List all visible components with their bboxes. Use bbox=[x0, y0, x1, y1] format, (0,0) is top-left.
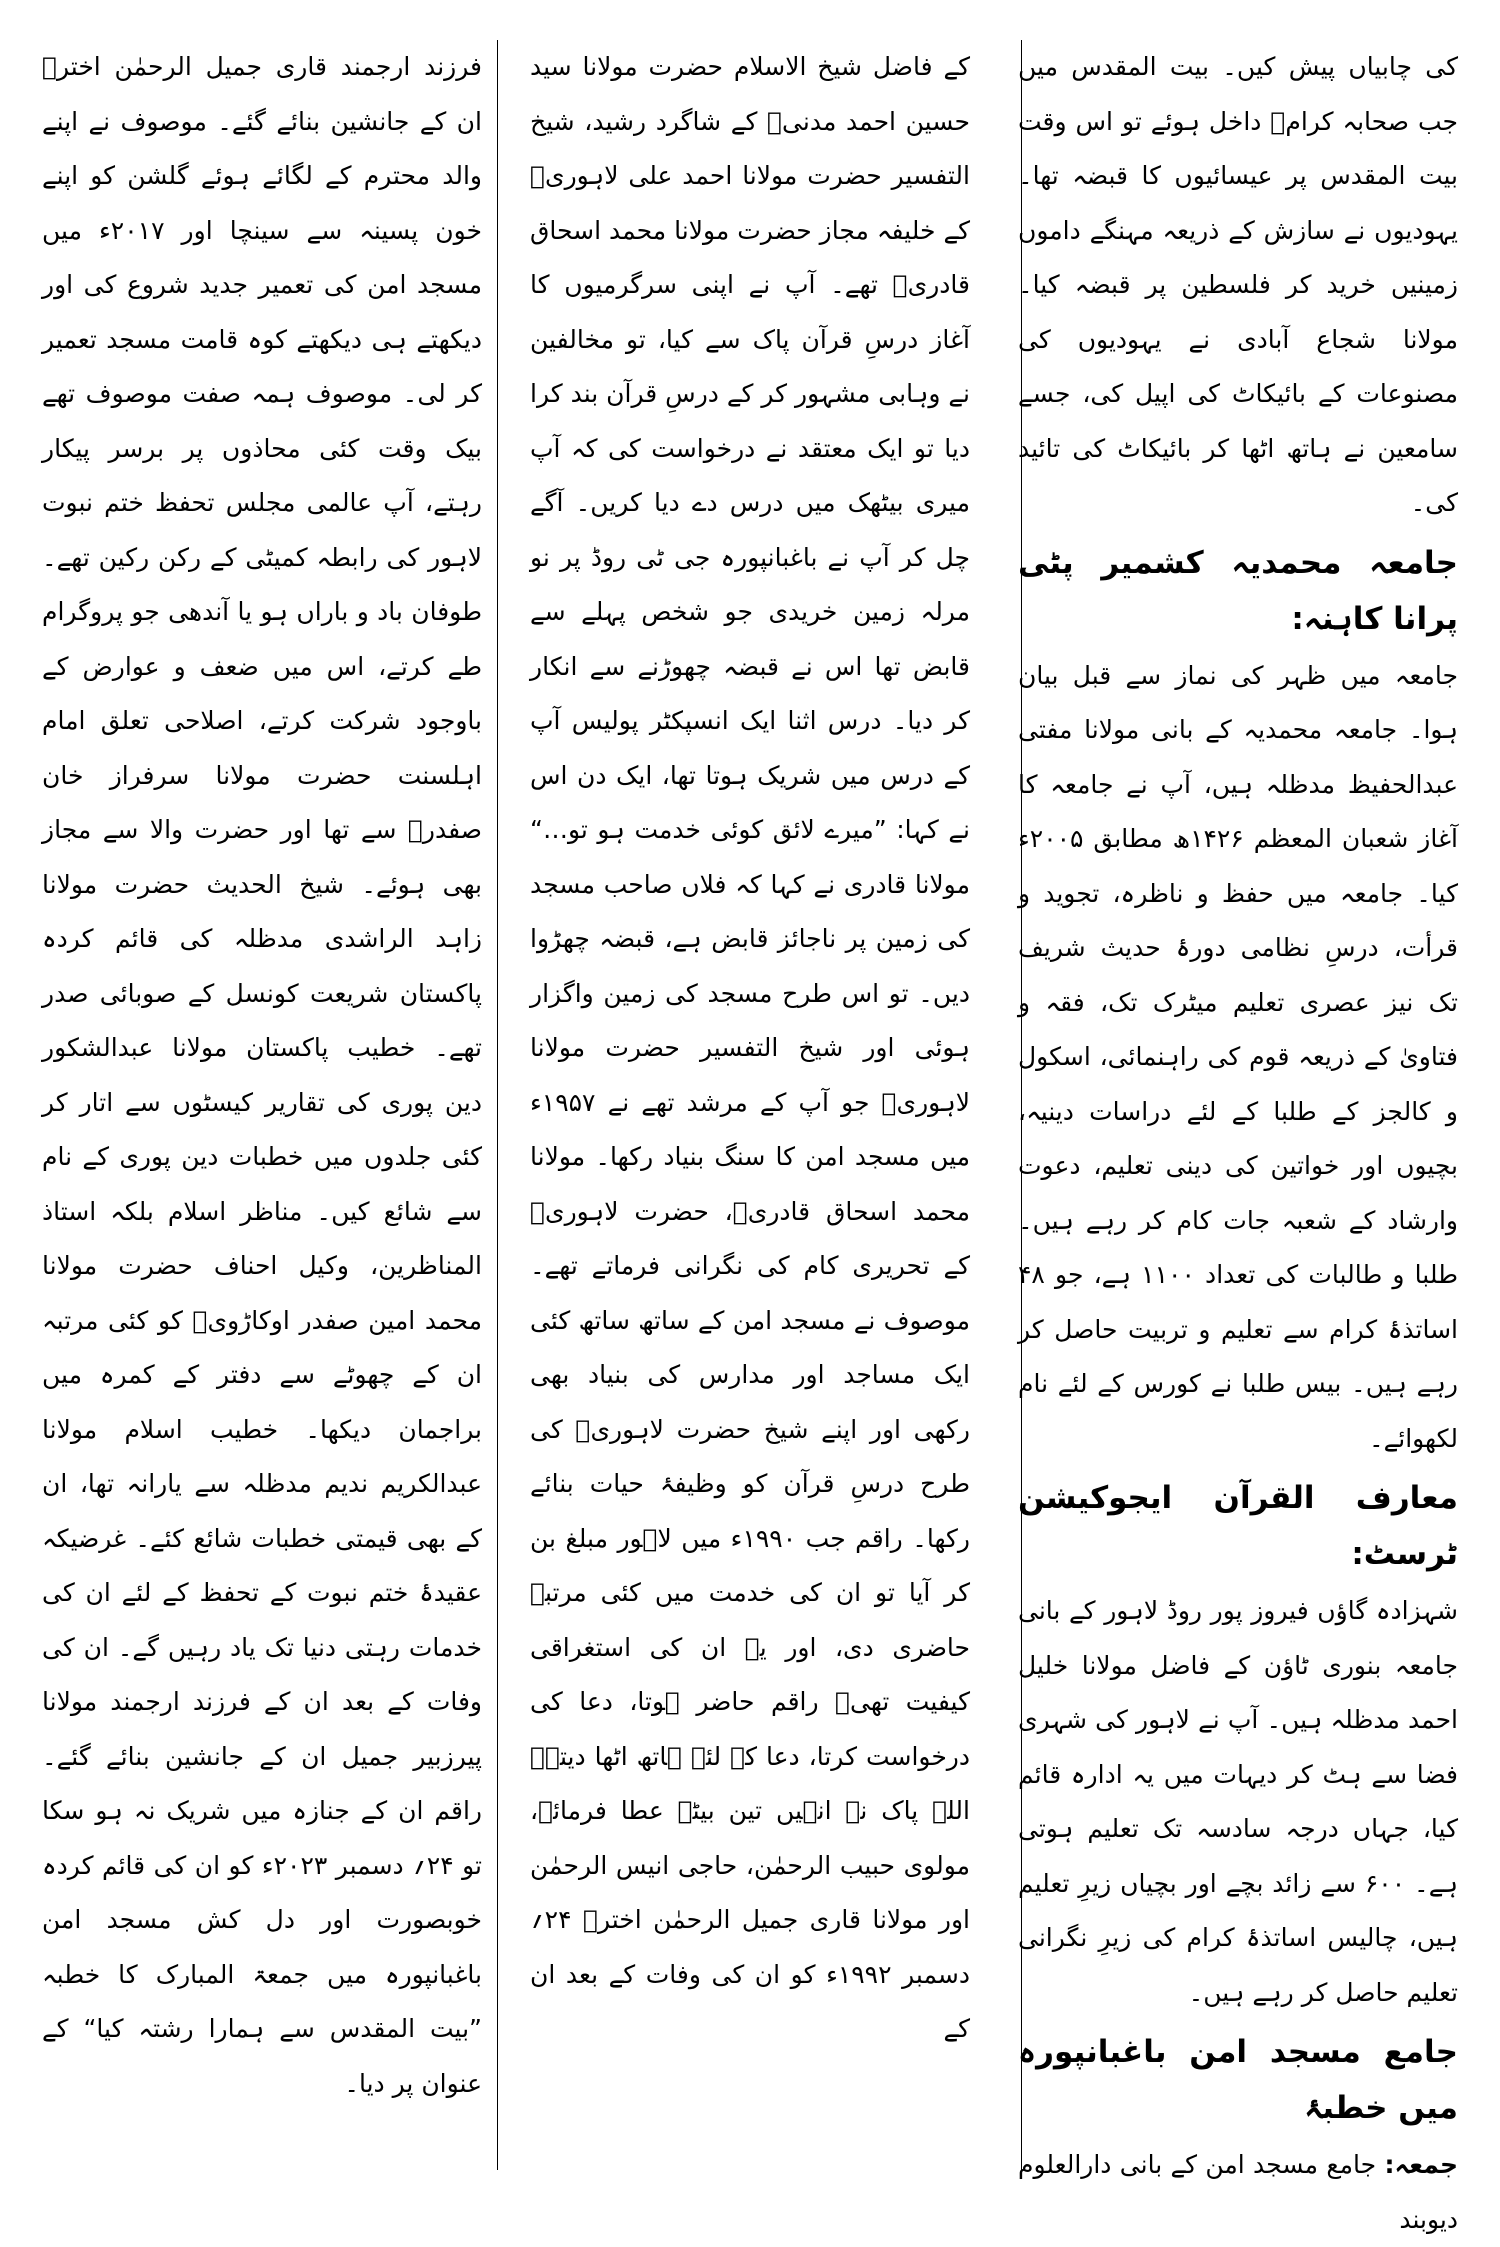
column-right bbox=[1018, 40, 1458, 2234]
paragraph bbox=[1018, 2138, 1458, 2247]
paragraph: فرزند ارجمند قاری جمیل الرحمٰن اخترؒ ان کے جانشین بنائے گئے۔ موصوف نے اپنے والد محترم کے لگائے ہوئے گلشن کو اپنے خون پسینہ سے سینچا اور ۲۰۱۷ء میں مسجد امن کی تعمیر جدید شروع کی اور دیکھتے ہی دیکھتے کوہ قامت مسجد تعمیر کر لی۔ موصوف ہمہ صفت موصوف تھے بیک وقت کئی محاذوں پر برسر پیکار رہتے، آپ عالمی مجلس تحفظ ختم نبوت لاہور کی رابطہ کمیٹی کے رکن رکین تھے۔ طوفان باد و باراں ہو یا آندھی جو پروگرام طے کرتے، اس میں ضعف و عوارض کے باوجود شرکت کرتے، اصلاحی تعلق امام اہلسنت حضرت مولانا سرفراز خان صفدرؒ سے تھا اور حضرت والا سے مجاز بھی ہوئے۔ شیخ الحدیث حضرت مولانا زاہد الراشدی مدظلہ کی قائم کردہ پاکستان شریعت کونسل کے صوبائی صدر تھے۔ خطیب پاکستان مولانا عبدالشکور دین پوری کی تقاریر کیسٹوں سے اتار کر کئی جلدوں میں خطبات دین پوری کے نام سے شائع کیں۔ مناظر اسلام بلکہ استاذ المناظرین، وکیل احناف حضرت مولانا محمد امین صفدر اوکاڑویؒ کو کئی مرتبہ ان کے چھوٹے سے دفتر کے کمرہ میں براجمان دیکھا۔ خطیب اسلام مولانا عبدالکریم ندیم مدظلہ سے یارانہ تھا، ان کے بھی قیمتی خطبات شائع کئے۔ غرضیکہ عقیدۂ ختم نبوت کے تحفظ کے لئے ان کی خدمات رہتی دنیا تک یاد رہیں گے۔ ان کی وفات کے بعد ان کے فرزند ارجمند مولانا پیرزبیر جمیل ان کے جانشین بنائے گئے۔ راقم ان کے جنازہ میں شریک نہ ہو سکا تو ۲۴؍ دسمبر ۲۰۲۳ء کو ان کی قائم کردہ خوبصورت اور دل کش مسجد امن باغبانپورہ میں جمعۃ المبارک کا خطبہ ”بیت المقدس سے ہمارا رشتہ کیا“ کے عنوان پر دیا۔ bbox=[42, 52, 482, 2098]
column-left bbox=[42, 40, 482, 2170]
paragraph-text: جامع مسجد امن کے بانی دارالعلوم دیوبند bbox=[1018, 2150, 1458, 2234]
heading-continuation: جمعہ: bbox=[1384, 2150, 1458, 2179]
paragraph: کی چابیاں پیش کیں۔ بیت المقدس میں جب صحابہ کرامؓ داخل ہوئے تو اس وقت بیت المقدس پر عیسائیوں کا قبضہ تھا۔ یہودیوں نے سازش کے ذریعہ مہنگے داموں زمینیں خرید کر فلسطین پر قبضہ کیا۔ مولانا شجاع آبادی نے یہودیوں کی مصنوعات کے بائیکاٹ کی اپیل کی، جسے سامعین نے ہاتھ اٹھا کر بائیکاٹ کی تائید کی۔ bbox=[1018, 52, 1458, 517]
paragraph: شہزادہ گاؤں فیروز پور روڈ لاہور کے بانی جامعہ بنوری ٹاؤن کے فاضل مولانا خلیل احمد مدظلہ ہیں۔ آپ نے لاہور کی شہری فضا سے ہٹ کر دیہات میں یہ ادارہ قائم کیا، جہاں درجہ سادسہ تک تعلیم ہوتی ہے۔ ۶۰۰ سے زائد بچے اور بچیاں زیرِ تعلیم ہیں، چالیس اساتذۂ کرام کی زیرِ نگرانی تعلیم حاصل کر رہے ہیں۔ bbox=[1018, 1596, 1458, 2007]
section-heading: جامع مسجد امن باغبانپورہ میں خطبۂ bbox=[1018, 2034, 1458, 2126]
section-heading: معارف القرآن ایجوکیشن ٹرسٹ: bbox=[1018, 1480, 1458, 1572]
section-heading: جامعہ محمدیہ کشمیر پٹی پرانا کاہنہ: bbox=[1018, 544, 1458, 637]
column-divider bbox=[1021, 40, 1022, 2170]
column-divider bbox=[497, 40, 498, 2170]
paragraph: کے فاضل شیخ الاسلام حضرت مولانا سید حسین احمد مدنیؒ کے شاگرد رشید، شیخ التفسیر حضرت مولانا احمد علی لاہوریؒ کے خلیفہ مجاز حضرت مولانا محمد اسحاق قادریؒ تھے۔ آپ نے اپنی سرگرمیوں کا آغاز درسِ قرآن پاک سے کیا، تو مخالفین نے وہابی مشہور کر کے درسِ قرآن بند کرا دیا تو ایک معتقد نے درخواست کی کہ آپ میری بیٹھک میں درس دے دیا کریں۔ آگے چل کر آپ نے باغبانپورہ جی ٹی روڈ پر نو مرلہ زمین خریدی جو شخص پہلے سے قابض تھا اس نے قبضہ چھوڑنے سے انکار کر دیا۔ درس اثنا ایک انسپکٹر پولیس آپ کے درس میں شریک ہوتا تھا، ایک دن اس نے کہا: ”میرے لائق کوئی خدمت ہو تو…“ مولانا قادری نے کہا کہ فلاں صاحب مسجد کی زمین پر ناجائز قابض ہے، قبضہ چھڑوا دیں۔ تو اس طرح مسجد کی زمین واگزار ہوئی اور شیخ التفسیر حضرت مولانا لاہوریؒ جو آپ کے مرشد تھے نے ۱۹۵۷ء میں مسجد امن کا سنگ بنیاد رکھا۔ مولانا محمد اسحاق قادریؒ، حضرت لاہوریؒ کے تحریری کام کی نگرانی فرماتے تھے۔ موصوف نے مسجد امن کے ساتھ ساتھ کئی ایک مساجد اور مدارس کی بنیاد بھی رکھی اور اپنے شیخ حضرت لاہوریؒ کی طرح درسِ قرآن کو وظیفۂ حیات بنائے رکھا۔ راقم جب ۱۹۹۰ء میں لاہور مبلغ بن کر آیا تو ان کی خدمت میں کئی مرتبہ حاضری دی، اور یہ ان کی استغراقی کیفیت تھی۔ راقم حاضر ہوتا، دعا کی درخواست کرتا، دعا کے لئے ہاتھ اٹھا دیتے۔ اللہ پاک نے انہیں تین بیٹے عطا فرمائے، مولوی حبیب الرحمٰن، حاجی انیس الرحمٰن اور مولانا قاری جمیل الرحمٰن اخترؒ ۲۴؍ دسمبر ۱۹۹۲ء کو ان کی وفات کے بعد ان کے bbox=[530, 52, 970, 2043]
paragraph: جامعہ میں ظہر کی نماز سے قبل بیان ہوا۔ جامعہ محمدیہ کے بانی مولانا مفتی عبدالحفیظ مدظلہ ہیں، آپ نے جامعہ کا آغاز شعبان المعظم ۱۴۲۶ھ مطابق ۲۰۰۵ء کیا۔ جامعہ میں حفظ و ناظرہ، تجوید و قرأت، درسِ نظامی دورۂ حدیث شریف تک نیز عصری تعلیم میٹرک تک، فقہ و فتاویٰ کے ذریعہ قوم کی راہنمائی، اسکول و کالجز کے طلبا کے لئے دراسات دینیہ، بچیوں اور خواتین کی دینی تعلیم، دعوت وارشاد کے شعبہ جات کام کر رہے ہیں۔ طلبا و طالبات کی تعداد ۱۱۰۰ ہے، جو ۴۸ اساتذۂ کرام سے تعلیم و تربیت حاصل کر رہے ہیں۔ بیس طلبا نے کورس کے لئے نام لکھوائے۔ bbox=[1018, 660, 1458, 1453]
column-middle bbox=[530, 40, 970, 2170]
